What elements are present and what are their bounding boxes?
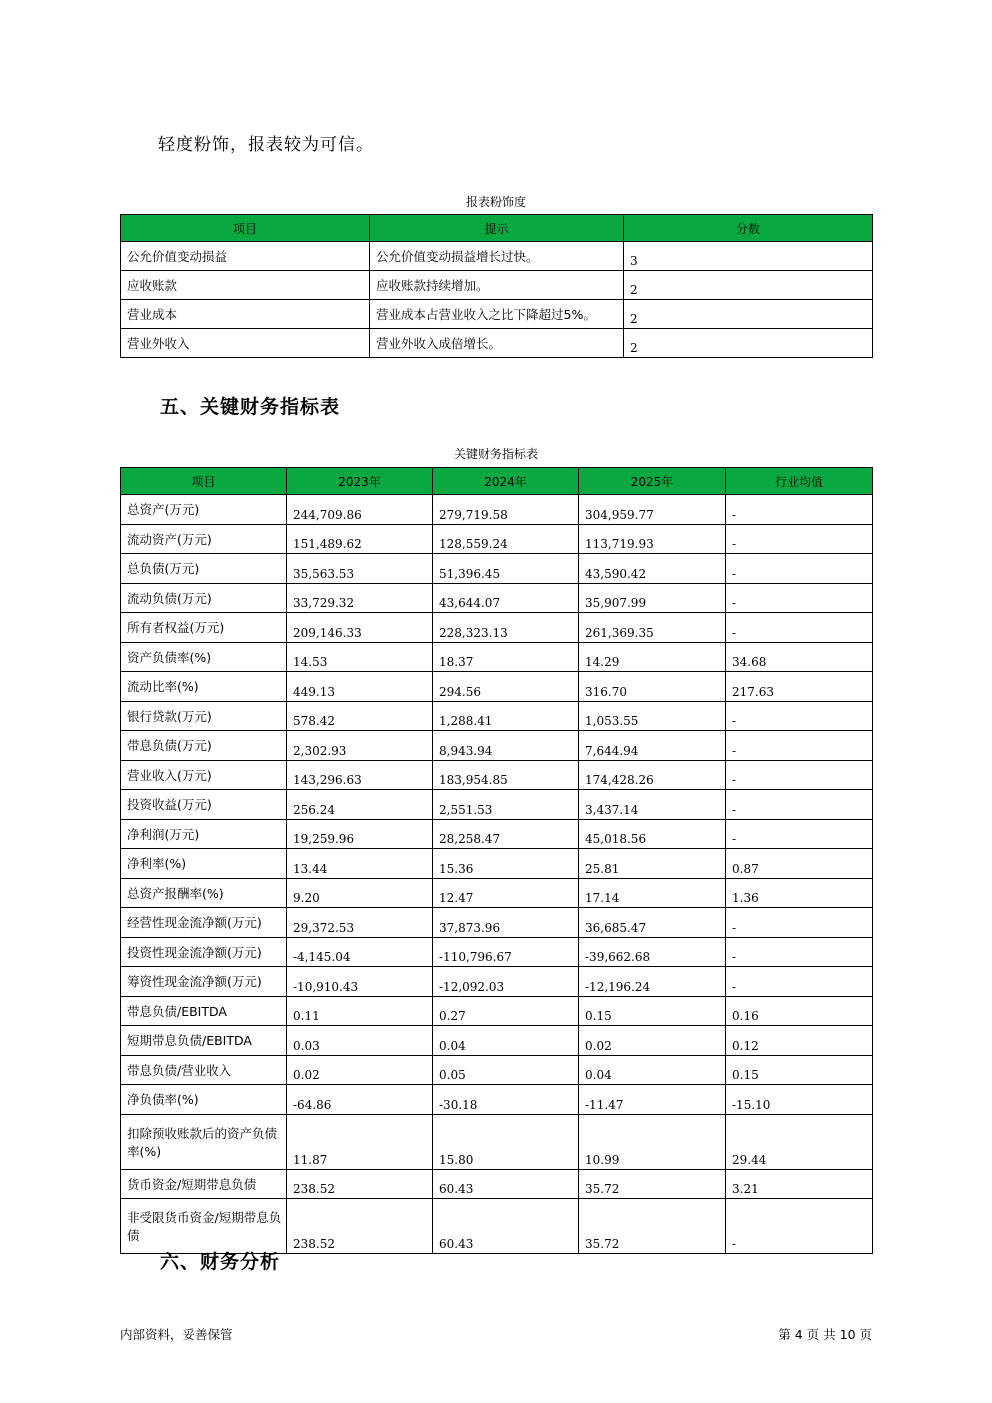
table-row [121, 1114, 873, 1169]
value-cell: 9.20 [287, 878, 433, 908]
table-row [121, 731, 873, 761]
header-cell: 分数 [624, 215, 873, 242]
section-heading-6: 六、财务分析 [160, 1251, 281, 1273]
value-cell: 0.12 [726, 1026, 873, 1056]
value-cell: 0.11 [287, 996, 433, 1026]
value-cell: 营业成本占营业收入之比下降超过5%。 [370, 300, 624, 329]
value-cell: - [726, 967, 873, 997]
value-cell: 0.05 [433, 1055, 579, 1085]
row-label-cell: 带息负债/EBITDA [121, 996, 287, 1026]
value-cell: 0.02 [287, 1055, 433, 1085]
value-cell: - [726, 613, 873, 643]
value-cell: 35.72 [579, 1199, 726, 1254]
value-cell: 43,644.07 [433, 583, 579, 613]
value-cell: 36,685.47 [579, 908, 726, 938]
value-cell: - [726, 554, 873, 584]
value-cell: 1,053.55 [579, 701, 726, 731]
key-indicators-table [120, 467, 873, 1254]
table-row [121, 242, 873, 271]
value-cell: 0.03 [287, 1026, 433, 1056]
value-cell: 33,729.32 [287, 583, 433, 613]
value-cell: - [726, 731, 873, 761]
value-cell: 37,873.96 [433, 908, 579, 938]
value-cell: 公允价值变动损益增长过快。 [370, 242, 624, 271]
value-cell: 0.04 [579, 1055, 726, 1085]
value-cell: 304,959.77 [579, 495, 726, 525]
value-cell: 11.87 [287, 1114, 433, 1169]
value-cell: 51,396.45 [433, 554, 579, 584]
table-row [121, 329, 873, 358]
value-cell: - [726, 908, 873, 938]
table-header-row [121, 215, 873, 242]
value-cell: 7,644.94 [579, 731, 726, 761]
row-label-cell: 经营性现金流净额(万元) [121, 908, 287, 938]
value-cell: 17.14 [579, 878, 726, 908]
value-cell: 15.36 [433, 849, 579, 879]
table-row [121, 790, 873, 820]
value-cell: 151,489.62 [287, 524, 433, 554]
value-cell: 238.52 [287, 1199, 433, 1254]
value-cell: 279,719.58 [433, 495, 579, 525]
value-cell: 3.21 [726, 1169, 873, 1199]
value-cell: 45,018.56 [579, 819, 726, 849]
table-row [121, 554, 873, 584]
row-label-cell: 总资产(万元) [121, 495, 287, 525]
value-cell: 3,437.14 [579, 790, 726, 820]
value-cell: 0.27 [433, 996, 579, 1026]
value-cell: 316.70 [579, 672, 726, 702]
section-heading-5: 五、关键财务指标表 [160, 396, 341, 418]
table2-caption: 关键财务指标表 [453, 447, 538, 461]
value-cell: 174,428.26 [579, 760, 726, 790]
row-label-cell: 资产负债率(%) [121, 642, 287, 672]
table-row [121, 300, 873, 329]
value-cell: 261,369.35 [579, 613, 726, 643]
value-cell: 2 [624, 300, 873, 329]
header-cell: 行业均值 [726, 468, 873, 495]
table-row [121, 672, 873, 702]
value-cell: 449.13 [287, 672, 433, 702]
value-cell: 578.42 [287, 701, 433, 731]
row-label-cell: 营业外收入 [121, 329, 370, 358]
value-cell: 238.52 [287, 1169, 433, 1199]
value-cell: 294.56 [433, 672, 579, 702]
value-cell: - [726, 1199, 873, 1254]
value-cell: 113,719.93 [579, 524, 726, 554]
row-label-cell: 筹资性现金流净额(万元) [121, 967, 287, 997]
table-header-row [121, 468, 873, 495]
header-cell: 2025年 [579, 468, 726, 495]
value-cell: - [726, 790, 873, 820]
table-row [121, 1199, 873, 1254]
table-row [121, 967, 873, 997]
intro-text: 轻度粉饰，报表较为可信。 [158, 135, 374, 155]
header-cell: 提示 [370, 215, 624, 242]
row-label-cell: 净利率(%) [121, 849, 287, 879]
value-cell: 128,559.24 [433, 524, 579, 554]
row-label-cell: 总负债(万元) [121, 554, 287, 584]
value-cell: -30.18 [433, 1085, 579, 1115]
value-cell: 143,296.63 [287, 760, 433, 790]
value-cell: -11.47 [579, 1085, 726, 1115]
value-cell: 8,943.94 [433, 731, 579, 761]
value-cell: 60.43 [433, 1199, 579, 1254]
whitewash-table [120, 214, 873, 358]
table-row [121, 849, 873, 879]
value-cell: 0.87 [726, 849, 873, 879]
row-label-cell: 公允价值变动损益 [121, 242, 370, 271]
value-cell: 244,709.86 [287, 495, 433, 525]
value-cell: 应收账款持续增加。 [370, 271, 624, 300]
table-row [121, 1055, 873, 1085]
table-row [121, 495, 873, 525]
row-label-cell: 投资收益(万元) [121, 790, 287, 820]
row-label-cell: 净负债率(%) [121, 1085, 287, 1115]
value-cell: 60.43 [433, 1169, 579, 1199]
value-cell: 2 [624, 271, 873, 300]
table-row [121, 937, 873, 967]
table-row [121, 1169, 873, 1199]
value-cell: 25.81 [579, 849, 726, 879]
table-row [121, 524, 873, 554]
row-label-cell: 总资产报酬率(%) [121, 878, 287, 908]
value-cell: 35.72 [579, 1169, 726, 1199]
row-label-cell: 净利润(万元) [121, 819, 287, 849]
header-cell: 2024年 [433, 468, 579, 495]
value-cell: - [726, 819, 873, 849]
value-cell: 15.80 [433, 1114, 579, 1169]
value-cell: 29.44 [726, 1114, 873, 1169]
value-cell: -39,662.68 [579, 937, 726, 967]
table-row [121, 996, 873, 1026]
table-row [121, 1026, 873, 1056]
row-label-cell: 非受限货币资金/短期带息负债 [121, 1199, 287, 1254]
value-cell: -12,092.03 [433, 967, 579, 997]
value-cell: 217.63 [726, 672, 873, 702]
value-cell: 12.47 [433, 878, 579, 908]
table-row [121, 701, 873, 731]
value-cell: 209,146.33 [287, 613, 433, 643]
value-cell: - [726, 760, 873, 790]
value-cell: 2 [624, 329, 873, 358]
row-label-cell: 所有者权益(万元) [121, 613, 287, 643]
row-label-cell: 应收账款 [121, 271, 370, 300]
value-cell: 14.53 [287, 642, 433, 672]
row-label-cell: 货币资金/短期带息负债 [121, 1169, 287, 1199]
row-label-cell: 流动比率(%) [121, 672, 287, 702]
row-label-cell: 带息负债/营业收入 [121, 1055, 287, 1085]
value-cell: 0.16 [726, 996, 873, 1026]
value-cell: 34.68 [726, 642, 873, 672]
value-cell: 228,323.13 [433, 613, 579, 643]
value-cell: - [726, 495, 873, 525]
value-cell: - [726, 937, 873, 967]
value-cell: 0.15 [726, 1055, 873, 1085]
header-cell: 项目 [121, 468, 287, 495]
row-label-cell: 银行贷款(万元) [121, 701, 287, 731]
value-cell: 19,259.96 [287, 819, 433, 849]
value-cell: - [726, 583, 873, 613]
value-cell: - [726, 701, 873, 731]
value-cell: -10,910.43 [287, 967, 433, 997]
table1-caption: 报表粉饰度 [465, 195, 526, 209]
row-label-cell: 扣除预收账款后的资产负债率(%) [121, 1114, 287, 1169]
value-cell: 35,907.99 [579, 583, 726, 613]
row-label-cell: 营业成本 [121, 300, 370, 329]
value-cell: 256.24 [287, 790, 433, 820]
table-row [121, 760, 873, 790]
table-row [121, 908, 873, 938]
header-cell: 项目 [121, 215, 370, 242]
value-cell: -110,796.67 [433, 937, 579, 967]
value-cell: 10.99 [579, 1114, 726, 1169]
value-cell: 2,302.93 [287, 731, 433, 761]
value-cell: -64.86 [287, 1085, 433, 1115]
row-label-cell: 投资性现金流净额(万元) [121, 937, 287, 967]
value-cell: -12,196.24 [579, 967, 726, 997]
table-row [121, 613, 873, 643]
table-row [121, 878, 873, 908]
row-label-cell: 流动负债(万元) [121, 583, 287, 613]
value-cell: 35,563.53 [287, 554, 433, 584]
value-cell: 18.37 [433, 642, 579, 672]
value-cell: 29,372.53 [287, 908, 433, 938]
value-cell: 0.02 [579, 1026, 726, 1056]
value-cell: 43,590.42 [579, 554, 726, 584]
value-cell: -15.10 [726, 1085, 873, 1115]
table-row [121, 271, 873, 300]
value-cell: 2,551.53 [433, 790, 579, 820]
row-label-cell: 带息负债(万元) [121, 731, 287, 761]
value-cell: 14.29 [579, 642, 726, 672]
row-label-cell: 短期带息负债/EBITDA [121, 1026, 287, 1056]
table-row [121, 819, 873, 849]
row-label-cell: 流动资产(万元) [121, 524, 287, 554]
value-cell: 1,288.41 [433, 701, 579, 731]
value-cell: -4,145.04 [287, 937, 433, 967]
value-cell: 28,258.47 [433, 819, 579, 849]
footer-confidential: 内部资料，妥善保管 [120, 1327, 233, 1342]
table-row [121, 1085, 873, 1115]
value-cell: 营业外收入成倍增长。 [370, 329, 624, 358]
value-cell: 3 [624, 242, 873, 271]
value-cell: 0.04 [433, 1026, 579, 1056]
value-cell: 183,954.85 [433, 760, 579, 790]
value-cell: 1.36 [726, 878, 873, 908]
table-row [121, 642, 873, 672]
value-cell: - [726, 524, 873, 554]
row-label-cell: 营业收入(万元) [121, 760, 287, 790]
header-cell: 2023年 [287, 468, 433, 495]
footer-page-number: 第 4 页 共 10 页 [778, 1327, 872, 1342]
value-cell: 13.44 [287, 849, 433, 879]
table-row [121, 583, 873, 613]
value-cell: 0.15 [579, 996, 726, 1026]
